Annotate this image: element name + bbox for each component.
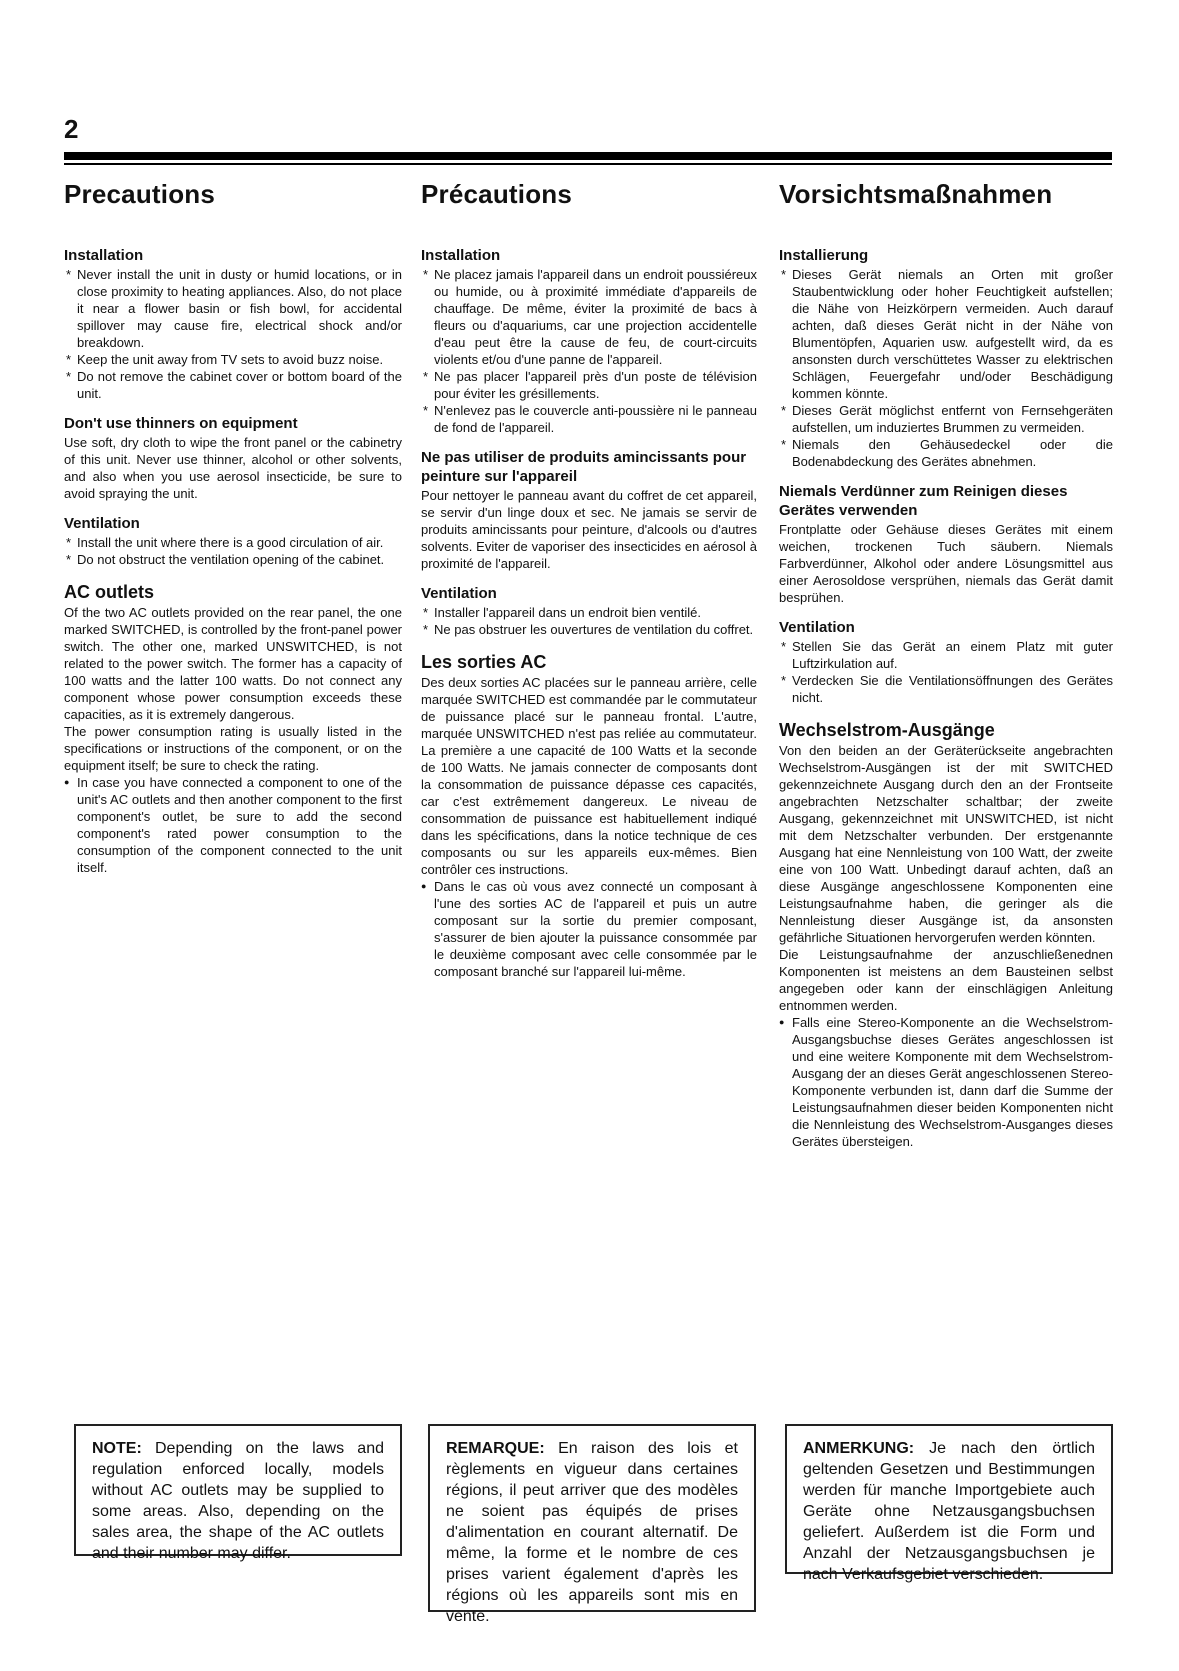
list-item: * Installer l'appareil dans un endroit bien ventilé. (421, 604, 757, 621)
section-heading: Ne pas utiliser de produits amincissants pour peinture sur l'appareil (421, 449, 747, 485)
bullet-list (421, 266, 757, 436)
section-text: Use soft, dry cloth to wipe the front panel or the cabinetry of this unit. Never use thinner, alcohol or other solvents, and also when you use aerosol insecticide, be sure to avoid spraying the unit. (64, 435, 402, 501)
note-label: NOTE: (92, 1440, 142, 1457)
list-item: * Niemals den Gehäusedeckel oder die Bodenabdeckung des Gerätes abnehmen. (779, 436, 1113, 470)
note-text: En raison des lois et règlements en vigueur dans certaines régions, il peut arriver que des modèles ne soient pas équipés de prises d'alimentation en courant alternatif. De même, la forme et le nombre de ces prises varient également d'après les régions où les appareils sont mis en vente. (446, 1440, 738, 1625)
section-heading: Wechselstrom-Ausgänge (779, 720, 995, 740)
list-item: ● Dans le cas où vous avez connecté un composant à l'une des sorties AC de l'appareil et puis un autre composant sur la sortie du premier composant, s'assurer de bien ajouter la puissance consommée par le deuxième composant avec celle consommée par le composant branché sur l'appareil lui-même. (421, 878, 757, 980)
section-text: Von den beiden an der Geräterückseite angebrachten Wechselstrom-Ausgängen ist der mit SWITCHED gekennzeichnete Ausgang durch den an der Frontseite angebrachten Netzschalter schaltbar; der zweite Ausgang, gekennzeichnet mit UNSWITCHED, ist nicht mit dem Netzschalter verbunden. Der erstgenannte Ausgang hat eine Nennleistung von 100 Watt, der zweite eine von 100 Watt. Unbedingt darauf achten, daß an diese Ausgänge angeschlossene Komponenten eine Leistungsaufnahme haben, die geringer als die Nennleistung dieser Ausgänge ist, da ansonsten gefährliche Situationen hervorgerufen werden könnten. (779, 743, 1113, 945)
section-heading: Ventilation (779, 619, 855, 636)
section-heading: Installation (64, 247, 144, 264)
section-heading: Niemals Verdünner zum Reinigen dieses Gerätes verwenden (779, 483, 1068, 519)
section-heading: Ventilation (421, 585, 497, 602)
note-box-english (74, 1424, 402, 1562)
list-item: * Install the unit where there is a good circulation of air. (64, 534, 402, 551)
section-text: Of the two AC outlets provided on the rear panel, the one marked SWITCHED, is controlled by the front-panel power switch. The other one, marked UNSWITCHED, is not related to the power switch. The former has a capacity of 100 watts and the latter 100 watts. Do not connect any component whose power consumption exceeds these capacities, as it is extremely dangerous. (64, 605, 402, 722)
column-title: Précautions (421, 179, 573, 209)
page-number: 2 (64, 114, 79, 144)
list-item: * Stellen Sie das Gerät an einem Platz mit guter Luftzirkulation auf. (779, 638, 1113, 672)
bullet-list (64, 534, 402, 568)
column-title: Precautions (64, 179, 216, 209)
column-title: Vorsichtsmaßnahmen (779, 179, 1053, 209)
section-heading: Don't use thinners on equipment (64, 415, 298, 432)
list-item: * Do not remove the cabinet cover or bottom board of the unit. (64, 368, 402, 402)
list-item: * Verdecken Sie die Ventilationsöffnungen des Gerätes nicht. (779, 672, 1113, 706)
section-heading: Ventilation (64, 515, 140, 532)
bullet-list (421, 604, 757, 638)
bullet-list (64, 774, 402, 876)
note-label: REMARQUE: (446, 1440, 545, 1457)
header-rule-thin (64, 163, 1112, 165)
list-item: * N'enlevez pas le couvercle anti-poussière ni le panneau de fond de l'appareil. (421, 402, 757, 436)
list-item: * Ne pas placer l'appareil près d'un poste de télévision pour éviter les grésillements. (421, 368, 757, 402)
bullet-list (779, 1014, 1113, 1150)
section-text: The power consumption rating is usually listed in the specifications or instructions of the component, or on the equipment itself; be sure to check the rating. (64, 724, 402, 773)
list-item: ● Falls eine Stereo-Komponente an die Wechselstrom-Ausgangsbuchse dieses Gerätes angeschlossen ist und eine weitere Komponente mit dem Wechselstrom-Ausgang der an dieses Gerät angeschlossenen Stereo-Komponente verbunden ist, dann darf die Summe der Leistungsaufnahmen dieser beiden Komponenten nicht die Nennleistung des Wechselstrom-Ausganges dieses Gerätes übersteigen. (779, 1014, 1113, 1150)
list-item: * Ne pas obstruer les ouvertures de ventilation du coffret. (421, 621, 757, 638)
list-item: * Ne placez jamais l'appareil dans un endroit poussiéreux ou humide, ou à proximité immédiate d'appareils de chauffage. De même, éviter la proximité de bacs à fleurs ou d'aquariums, car une projection accidentelle d'eau peut être la cause de feu, de court-circuits violents et/ou d'une panne de l'appareil. (421, 266, 757, 368)
note-box-german (785, 1424, 1113, 1583)
column-english (64, 178, 402, 876)
note-label: ANMERKUNG: (803, 1440, 915, 1457)
list-item: * Do not obstruct the ventilation opening of the cabinet. (64, 551, 402, 568)
section-heading: Installierung (779, 247, 869, 264)
section-text: Die Leistungsaufnahme der anzuschließenednen Komponenten ist meistens an dem Bausteinen selbst angegeben oder kann der einschlägigen Anleitung entnommen werden. (779, 947, 1113, 1013)
section-text: Pour nettoyer le panneau avant du coffret de cet appareil, se servir d'un linge doux et sec. Ne jamais se servir de produits amincissants pour peinture, d'alcools ou d'autres solvents. Eviter de vaporiser des insecticides en aérosol à proximité de l'appareil. (421, 488, 757, 571)
section-heading: Les sorties AC (421, 652, 547, 672)
section-heading: AC outlets (64, 582, 154, 602)
note-text: Depending on the laws and regulation enforced locally, models without AC outlets may be supplied to some areas. Also, depending on the sales area, the shape of the AC outlets and their number may differ. (92, 1440, 384, 1562)
header-rule (64, 152, 1112, 160)
section-text: Des deux sorties AC placées sur le panneau arrière, celle marquée SWITCHED est commandée par le commutateur de puissance placé sur le panneau frontal. L'autre, marquée UNSWITCHED n'est pas reliée au commutateur. La première a une capacité de 100 Watts et la seconde de 100 Watts. Ne jamais connecter de composants dont la consommation de puissance dépasse ces capacités, car c'est extrêmement dangereux. Le niveau de consommation de puissance est habituellement indiqué dans les spécifications, dans la notice technique de ces composants ou sur les appareils eux-mêmes. Bien contrôler ces instructions. (421, 675, 757, 877)
section-text: Frontplatte oder Gehäuse dieses Gerätes mit einem weichen, trockenen Tuch säubern. Niemals Farbverdünner, Alkohol oder andere Lösungsmittel aus einer Aerosoldose versprühen, niemals das Gerät damit besprühen. (779, 522, 1113, 605)
list-item: * Dieses Gerät niemals an Orten mit großer Staubentwicklung oder hoher Feuchtigkeit aufstellen; die Nähe von Heizkörpern vermeiden. Auch darauf achten, daß dieses Gerät nicht in der Nähe von Blumentöpfen, Aquarien usw. aufgestellt wird, da es ansonsten durch verschüttetes Wasser zu elektrischen Schlägen, Feuergefahr und/oder Beschädigung kommen könnte. (779, 266, 1113, 402)
bullet-list (779, 638, 1113, 706)
bullet-list (779, 266, 1113, 470)
column-german (779, 178, 1113, 1150)
note-box-french (428, 1424, 756, 1625)
column-french (421, 178, 757, 980)
section-heading: Installation (421, 247, 501, 264)
note-text: Je nach den örtlich geltenden Gesetzen und Bestimmungen werden für manche Importgebiete auch Geräte ohne Netzausgangsbuchsen geliefert. Außerdem ist die Form und Anzahl der Netzausgangsbuchsen je nach Verkaufsgebiet verschieden. (803, 1440, 1095, 1583)
bullet-list (421, 878, 757, 980)
list-item: * Keep the unit away from TV sets to avoid buzz noise. (64, 351, 402, 368)
bullet-list (64, 266, 402, 402)
list-item: * Never install the unit in dusty or humid locations, or in close proximity to heating appliances. Also, do not place it near a flower basin or fish bowl, for accidental spillover may cause fire, electrical shock and/or breakdown. (64, 266, 402, 351)
notes-row (0, 1424, 1179, 1624)
list-item: ● In case you have connected a component to one of the unit's AC outlets and then another component to the first component's outlet, be sure to add the second component's rated power consumption to the consumption of the component connected to the unit itself. (64, 774, 402, 876)
list-item: * Dieses Gerät möglichst entfernt von Fernsehgeräten aufstellen, um induziertes Brummen zu vermeiden. (779, 402, 1113, 436)
